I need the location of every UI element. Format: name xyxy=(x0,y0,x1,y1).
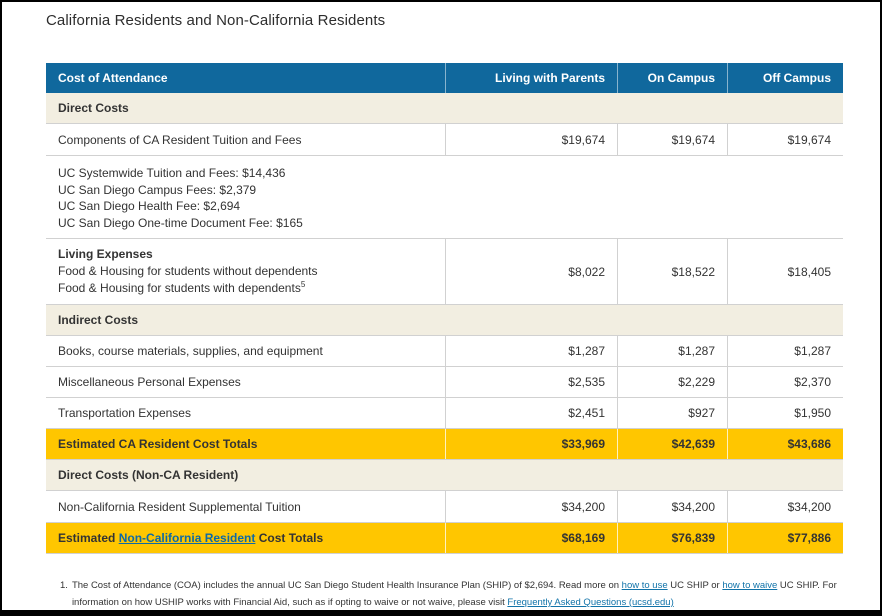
table-row-transportation xyxy=(46,398,843,429)
cell-value: $19,674 xyxy=(617,124,727,155)
totals-label-suffix: Cost Totals xyxy=(258,531,324,545)
table-row-components xyxy=(46,124,843,156)
cost-of-attendance-table xyxy=(46,63,843,554)
column-header-on-campus: On Campus xyxy=(617,63,727,93)
totals-label-prefix: Estimated xyxy=(58,531,116,545)
column-header-off-campus: Off Campus xyxy=(727,63,843,93)
cell-value: $1,950 xyxy=(727,398,843,428)
row-label xyxy=(46,523,445,553)
cell-value: $34,200 xyxy=(445,491,617,522)
section-row-indirect-costs: Indirect Costs xyxy=(46,305,843,336)
cell-value: $42,639 xyxy=(617,429,727,459)
cell-value: $18,405 xyxy=(727,239,843,304)
page-content xyxy=(2,2,880,611)
footnote-segment: UC SHIP or xyxy=(667,580,723,591)
footnote-segment: UC SHIP. For information on how USHIP works with Financial Aid, such as if opting to waive or not waive, please visit xyxy=(71,580,837,608)
cell-value: $1,287 xyxy=(617,336,727,366)
table-row-living-expenses xyxy=(46,239,843,305)
living-expenses-line1: Food & Housing for students without dependents xyxy=(58,264,318,278)
footnote-number: 1. xyxy=(60,580,68,591)
table-row-miscellaneous xyxy=(46,367,843,398)
page-title: California Residents and Non-California Residents xyxy=(46,12,386,29)
cell-value: $77,886 xyxy=(727,523,843,553)
living-expenses-line2-text: Food & Housing for students with dependents xyxy=(58,281,301,295)
table-row-tuition-breakdown xyxy=(46,156,843,239)
cell-value: $19,674 xyxy=(727,124,843,155)
cell-value: $927 xyxy=(617,398,727,428)
footnote-text xyxy=(72,577,838,611)
footnote-ref-5: 5 xyxy=(300,280,306,289)
cell-value: $8,022 xyxy=(445,239,617,304)
row-label: Estimated CA Resident Cost Totals xyxy=(58,437,258,451)
cell-value: $1,287 xyxy=(727,336,843,366)
row-label: Miscellaneous Personal Expenses xyxy=(58,375,241,389)
footnote-1 xyxy=(60,577,838,611)
cell-value: $2,370 xyxy=(727,367,843,397)
cell-value: $19,674 xyxy=(445,124,617,155)
column-header-living-with-parents: Living with Parents xyxy=(445,63,617,93)
faq-link[interactable]: Frequently Asked Questions (ucsd.edu) xyxy=(507,597,674,608)
breakdown-line: UC San Diego Health Fee: $2,694 xyxy=(58,199,241,213)
how-to-use-link[interactable]: how to use xyxy=(621,580,668,591)
table-row-books xyxy=(46,336,843,367)
table-row-ca-resident-totals xyxy=(46,429,843,460)
table-row-non-ca-resident-totals xyxy=(46,523,843,554)
cell-value: $76,839 xyxy=(617,523,727,553)
row-label: Components of CA Resident Tuition and Fees xyxy=(58,132,302,147)
table-row-supplemental-tuition xyxy=(46,491,843,523)
breakdown-line: UC San Diego Campus Fees: $2,379 xyxy=(58,182,257,197)
cell-value: $68,169 xyxy=(445,523,617,553)
breakdown-line: UC San Diego One-time Document Fee: $165 xyxy=(58,215,303,230)
row-label xyxy=(46,239,445,304)
how-to-waive-link[interactable]: how to waive xyxy=(722,580,778,591)
non-california-resident-link[interactable]: Non-California Resident xyxy=(118,531,256,545)
cell-value: $2,451 xyxy=(445,398,617,428)
row-label: Books, course materials, supplies, and equipment xyxy=(58,344,323,358)
row-label: Non-California Resident Supplemental Tuition xyxy=(58,499,301,514)
cell-value: $34,200 xyxy=(617,491,727,522)
breakdown-line: UC Systemwide Tuition and Fees: $14,436 xyxy=(58,166,286,180)
living-expenses-line2 xyxy=(58,280,433,297)
cell-value: $1,287 xyxy=(445,336,617,366)
section-row-direct-costs: Direct Costs xyxy=(46,93,843,124)
cell-value: $18,522 xyxy=(617,239,727,304)
living-expenses-title: Living Expenses xyxy=(58,247,153,261)
cell-value: $33,969 xyxy=(445,429,617,459)
column-header-cost-of-attendance: Cost of Attendance xyxy=(58,71,168,85)
cell-value: $2,229 xyxy=(617,367,727,397)
cell-value: $2,535 xyxy=(445,367,617,397)
section-row-direct-costs-non-ca: Direct Costs (Non-CA Resident) xyxy=(46,460,843,491)
table-header-row xyxy=(46,63,843,93)
cell-value: $43,686 xyxy=(727,429,843,459)
row-label: Transportation Expenses xyxy=(58,406,191,420)
footnote-segment: The Cost of Attendance (COA) includes the annual UC San Diego Student Health Insurance Plan (SHIP) of $2,694. Read more on xyxy=(71,580,622,591)
cell-value: $34,200 xyxy=(727,491,843,522)
